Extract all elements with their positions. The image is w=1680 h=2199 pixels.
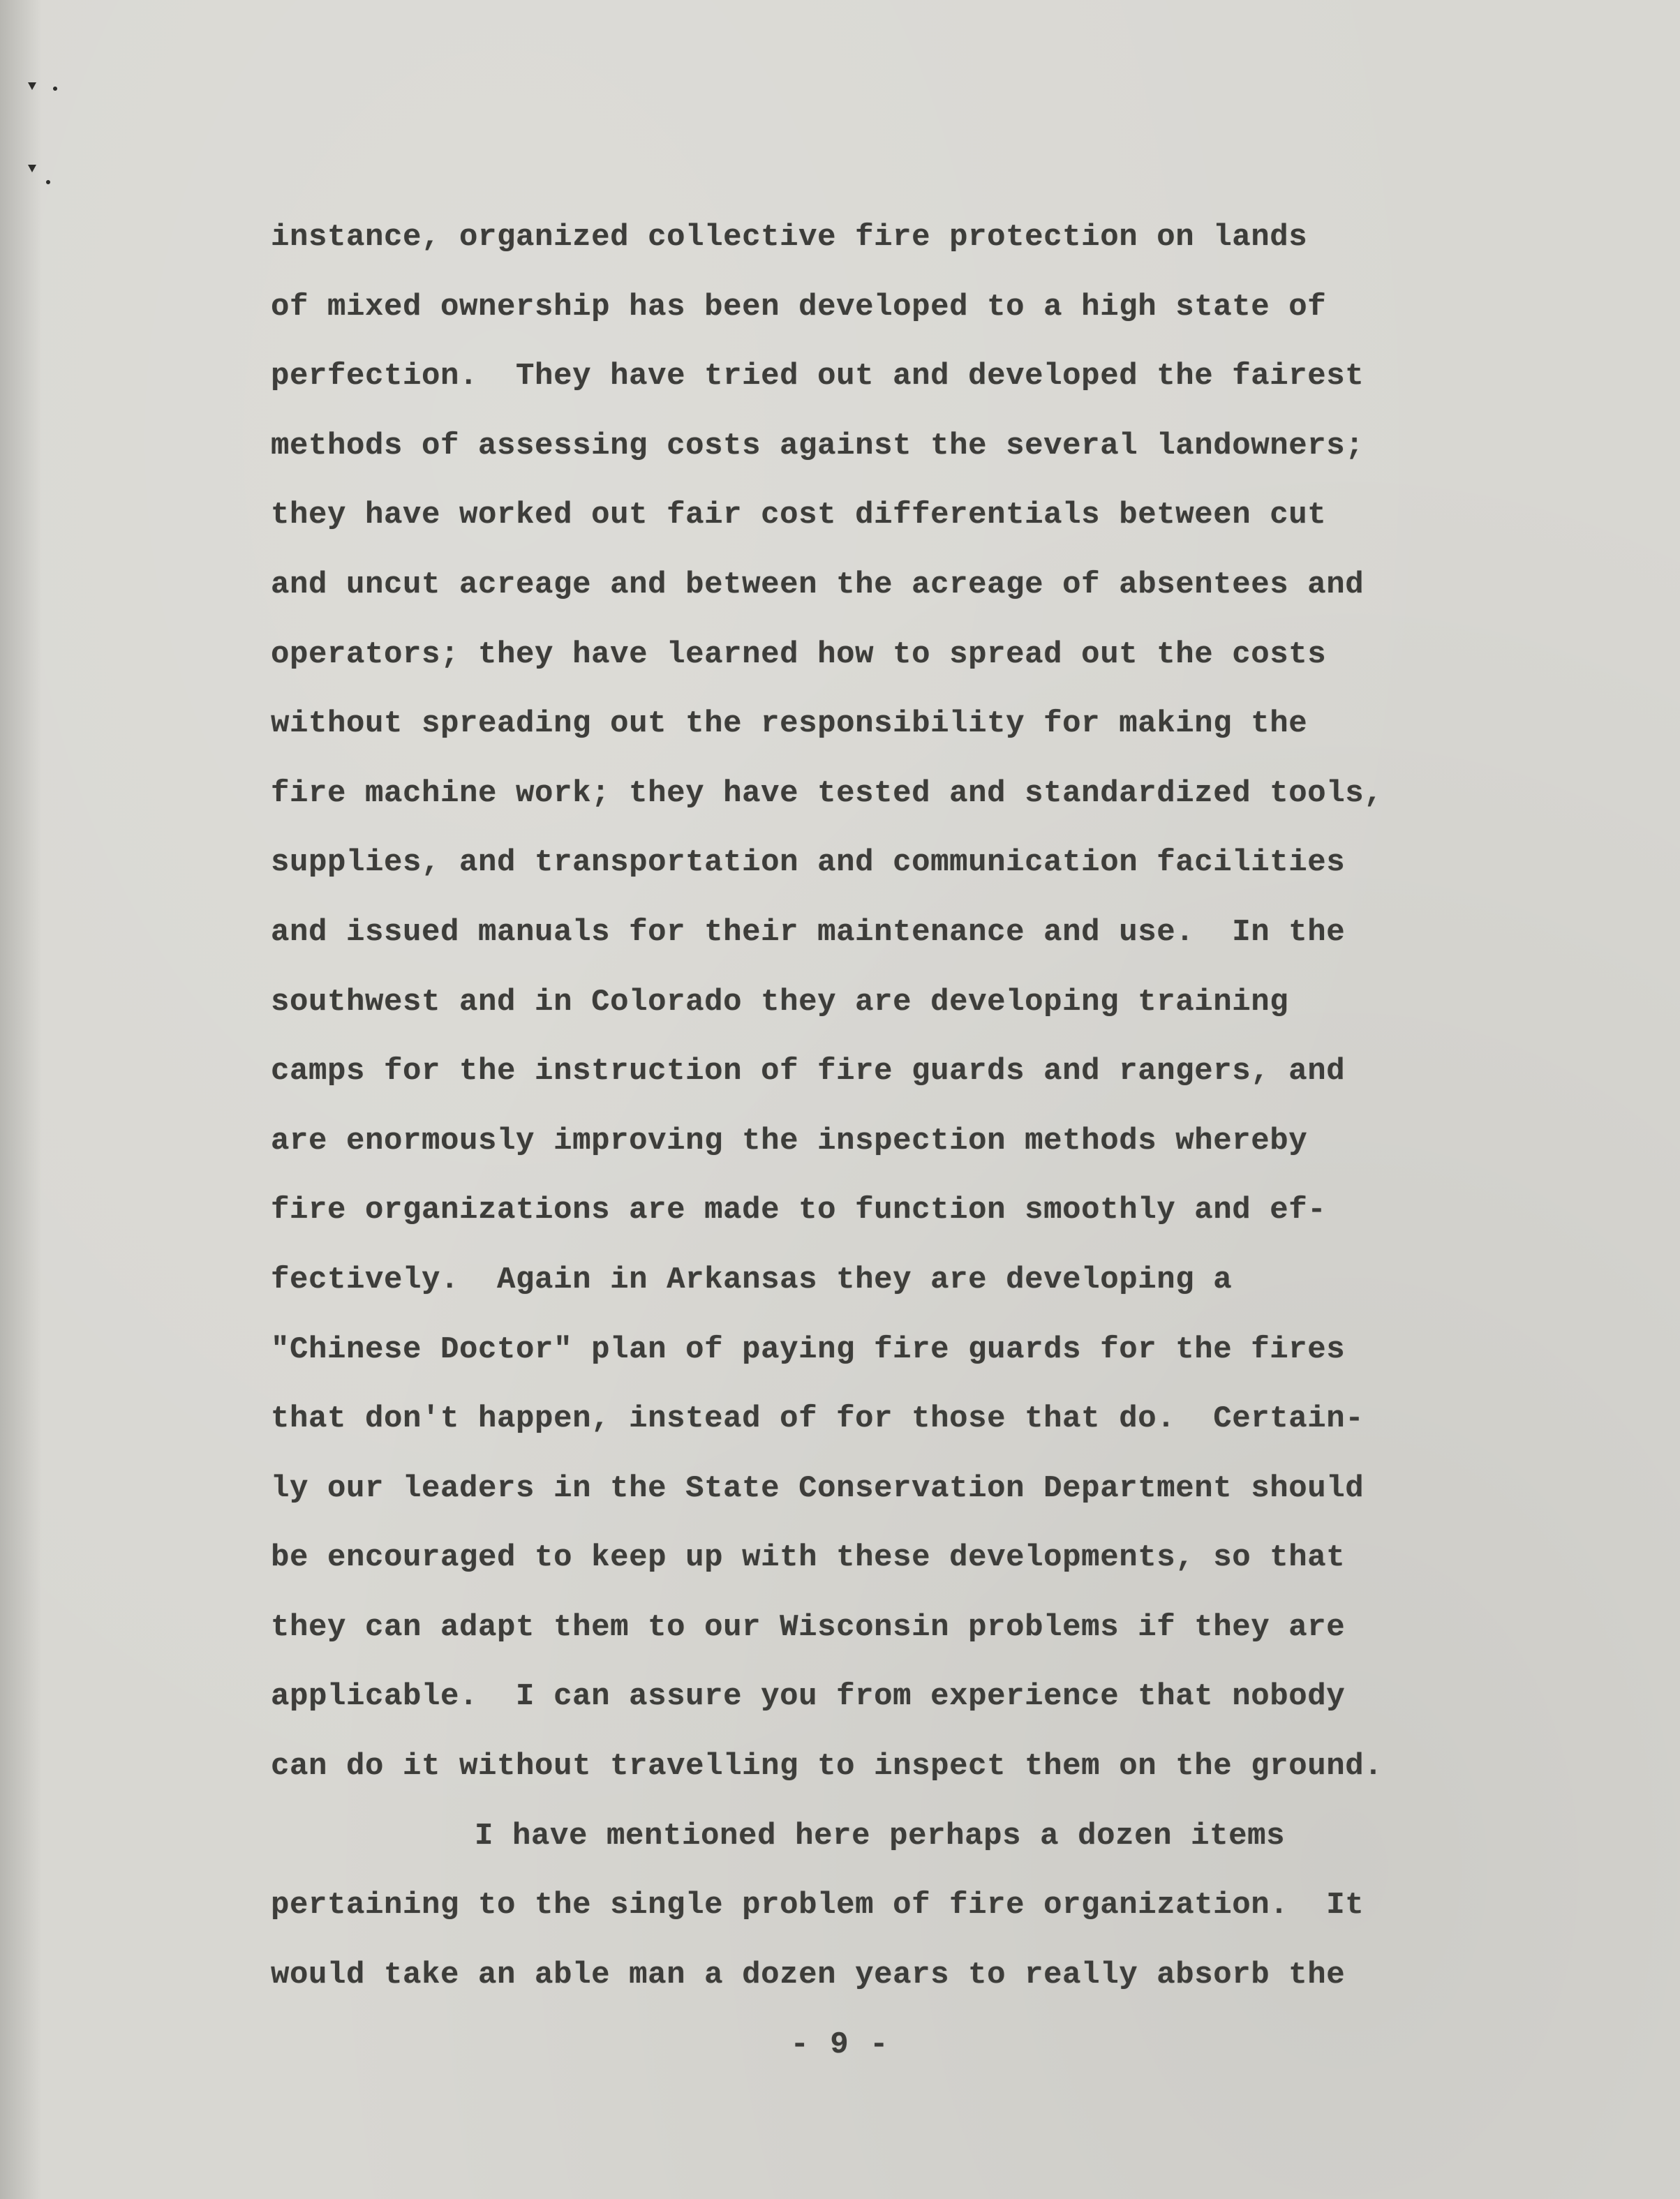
- binding-edge-shadow: [0, 0, 42, 2199]
- text-line: applicable. I can assure you from experience that nobody: [271, 1679, 1346, 1715]
- page-number: - 9 -: [790, 2027, 890, 2062]
- text-line: would take an able man a dozen years to really absorb the: [271, 1957, 1346, 1992]
- text-line: perfection. They have tried out and developed the fairest: [271, 359, 1365, 394]
- text-line: southwest and in Colorado they are developing training: [271, 984, 1289, 1020]
- text-line: be encouraged to keep up with these developments, so that: [271, 1540, 1346, 1576]
- text-line: pertaining to the single problem of fire organization. It: [271, 1888, 1365, 1923]
- text-line: they can adapt them to our Wisconsin problems if they are: [271, 1609, 1346, 1645]
- text-line: are enormously improving the inspection methods whereby: [271, 1123, 1308, 1158]
- text-line: and uncut acreage and between the acreage of absentees and: [271, 567, 1365, 602]
- text-line: fectively. Again in Arkansas they are developing a: [271, 1262, 1233, 1297]
- text-line: instance, organized collective fire protection on lands: [271, 220, 1308, 255]
- text-line: ly our leaders in the State Conservation Department should: [271, 1470, 1365, 1506]
- text-line: "Chinese Doctor" plan of paying fire guards for the fires: [271, 1332, 1346, 1367]
- text-line: operators; they have learned how to spread out the costs: [271, 636, 1327, 672]
- text-line: without spreading out the responsibility for making the: [271, 706, 1308, 742]
- margin-dot: [46, 180, 50, 184]
- text-line: of mixed ownership has been developed to a high state of: [271, 289, 1327, 325]
- text-line: fire machine work; they have tested and standardized tools,: [271, 775, 1383, 811]
- text-line: camps for the instruction of fire guards and rangers, and: [271, 1054, 1346, 1089]
- margin-dot: [53, 87, 57, 91]
- margin-mark: [28, 165, 36, 172]
- text-line: can do it without travelling to inspect them on the ground.: [271, 1749, 1383, 1784]
- body-text: [271, 216, 1520, 2023]
- text-line: that don't happen, instead of for those that do. Certain-: [271, 1401, 1365, 1437]
- text-line: fire organizations are made to function smoothly and ef-: [271, 1193, 1327, 1228]
- text-line: supplies, and transportation and communication facilities: [271, 845, 1346, 881]
- text-line: I have mentioned here perhaps a dozen items: [475, 1818, 1286, 1854]
- margin-mark: [28, 82, 36, 90]
- text-line: methods of assessing costs against the several landowners;: [271, 428, 1365, 463]
- text-line: and issued manuals for their maintenance and use. In the: [271, 914, 1346, 950]
- text-line: they have worked out fair cost differentials between cut: [271, 498, 1327, 533]
